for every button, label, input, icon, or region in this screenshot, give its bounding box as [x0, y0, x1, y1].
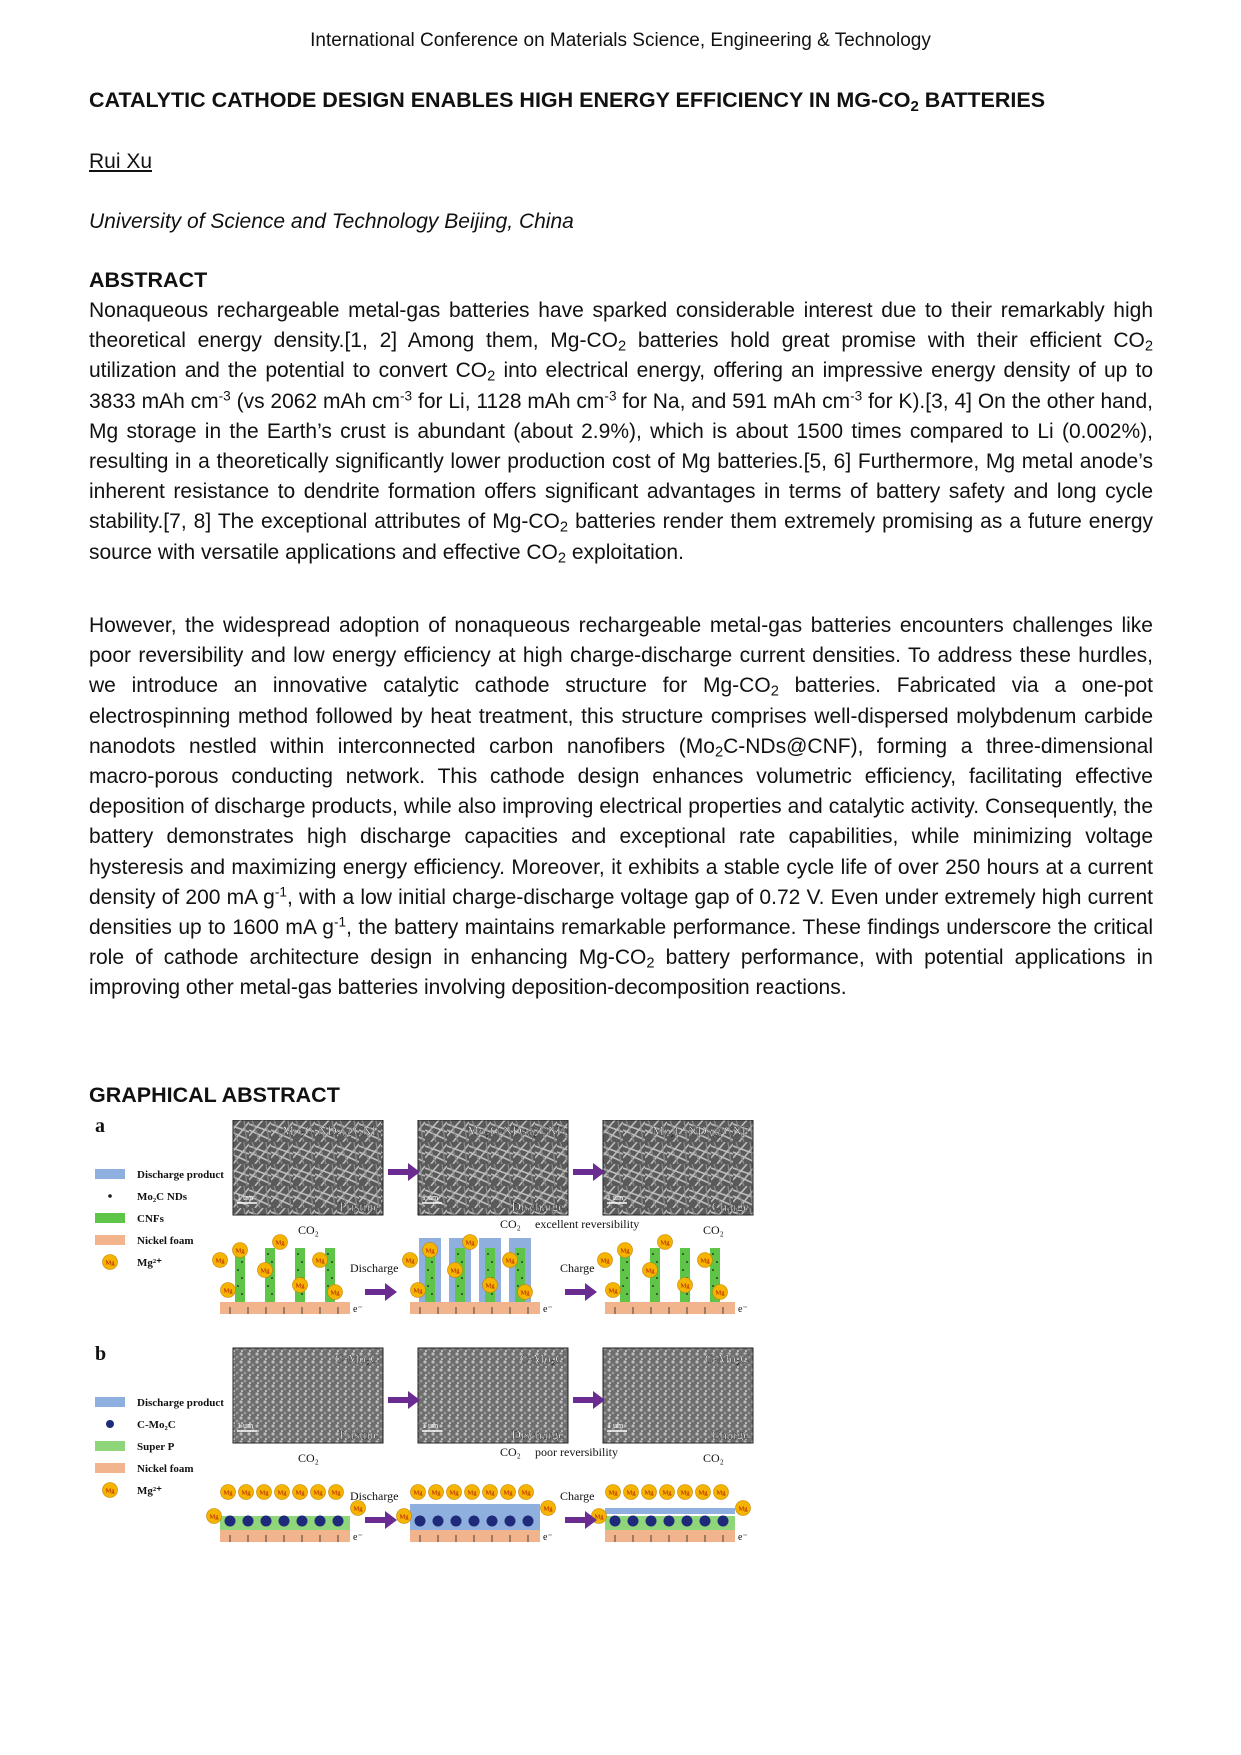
legend-swatch — [95, 1235, 125, 1245]
figure-svg — [95, 1120, 855, 1600]
nanodot — [457, 1285, 459, 1287]
sem-state-label: Charge — [711, 1427, 749, 1442]
mg-ion-label: Mg — [260, 1267, 270, 1275]
nanodot — [491, 1293, 493, 1295]
nanodot — [301, 1261, 303, 1263]
c-mo2c-particle — [261, 1516, 272, 1527]
co2-label: CO₂ — [500, 1445, 521, 1459]
nanodot — [487, 1269, 489, 1271]
mg-ion-label: Mg — [449, 1489, 459, 1497]
mg-ion-label: Mg — [467, 1489, 477, 1497]
c-mo2c-particle — [415, 1516, 426, 1527]
arrow-icon — [388, 1397, 408, 1403]
nanodot — [517, 1253, 519, 1255]
mg-ion-label: Mg — [431, 1489, 441, 1497]
legend-label: Nickel foam — [137, 1235, 194, 1247]
c-mo2c-particle — [451, 1516, 462, 1527]
nanodot — [682, 1253, 684, 1255]
c-mo2c-particle — [433, 1516, 444, 1527]
nanodot — [712, 1285, 714, 1287]
c-mo2c-particle — [610, 1516, 621, 1527]
mg-ion-label: Mg — [399, 1513, 409, 1521]
nanodot — [237, 1285, 239, 1287]
nanodot — [461, 1293, 463, 1295]
mg-ion-label: Mg — [413, 1287, 423, 1295]
sem-title: Mo₂C-NDs@CNF — [467, 1123, 564, 1138]
legend-swatch — [95, 1397, 125, 1407]
step-label: Discharge — [350, 1489, 399, 1503]
nanodot — [656, 1277, 658, 1279]
nanodot — [682, 1269, 684, 1271]
conference-header: International Conference on Materials Science, Engineering & Technology — [310, 30, 931, 51]
reversibility-note: excellent reversibility — [535, 1217, 640, 1231]
scale-bar-label: 1 um — [607, 1193, 624, 1202]
mg-ion-label: Mg — [235, 1247, 245, 1255]
mg-ion-label: Mg — [331, 1489, 341, 1497]
nanodot — [461, 1277, 463, 1279]
paper-title — [89, 88, 1045, 113]
co2-label: CO₂ — [298, 1223, 319, 1237]
mg-ion-label: Mg — [520, 1289, 530, 1297]
arrow-head-icon — [385, 1511, 397, 1529]
nanodot — [686, 1261, 688, 1263]
nanodot — [237, 1269, 239, 1271]
nanodot — [327, 1285, 329, 1287]
nanodot — [656, 1293, 658, 1295]
mg-ion-label: Mg — [241, 1489, 251, 1497]
mg-ion-label: Mg — [277, 1489, 287, 1497]
mg-ion-label: Mg — [353, 1505, 363, 1513]
nanodot — [267, 1253, 269, 1255]
c-mo2c-particle — [628, 1516, 639, 1527]
mg-ion-label: Mg — [503, 1489, 513, 1497]
nanodot — [487, 1253, 489, 1255]
arrow-head-icon — [585, 1283, 597, 1301]
author[interactable]: Rui Xu — [89, 150, 153, 173]
legend-label: Discharge product — [137, 1397, 224, 1409]
nanodot — [427, 1285, 429, 1287]
nanodot — [241, 1261, 243, 1263]
nanodot — [327, 1253, 329, 1255]
nickel-foam-layer — [410, 1530, 540, 1542]
reversibility-note: poor reversibility — [535, 1445, 618, 1459]
mg-ion-label: Mg — [315, 1257, 325, 1265]
cnf-fiber — [485, 1248, 495, 1302]
legend-swatch — [95, 1169, 125, 1179]
sem-state-label: Pristine — [339, 1427, 379, 1442]
mg-ion-label: Mg — [105, 1259, 115, 1267]
electron-label: e⁻ — [353, 1304, 363, 1315]
mg-ion-label: Mg — [485, 1282, 495, 1290]
mg-ion-label: Mg — [105, 1487, 115, 1495]
legend-swatch — [108, 1194, 112, 1198]
mg-ion-label: Mg — [259, 1489, 269, 1497]
nanodot — [241, 1277, 243, 1279]
mg-ion-label: Mg — [608, 1287, 618, 1295]
electron-label: e⁻ — [543, 1532, 553, 1543]
mg-ion-label: Mg — [620, 1247, 630, 1255]
sem-title: C-Mo₂C — [334, 1351, 379, 1366]
mg-ion-label: Mg — [275, 1239, 285, 1247]
mg-ion-label: Mg — [644, 1489, 654, 1497]
panel-letter: b — [95, 1343, 107, 1365]
c-mo2c-particle — [243, 1516, 254, 1527]
nanodot — [327, 1269, 329, 1271]
title-text-end: BATTERIES — [918, 88, 1046, 112]
nanodot — [712, 1253, 714, 1255]
mg-ion-label: Mg — [680, 1489, 690, 1497]
sem-state-label: Pristine — [339, 1199, 379, 1214]
legend-swatch — [95, 1441, 125, 1451]
mg-ion-label: Mg — [425, 1247, 435, 1255]
nanodot — [716, 1261, 718, 1263]
legend-label: Discharge product — [137, 1169, 224, 1181]
abstract-heading: ABSTRACT — [89, 268, 208, 292]
mg-ion-label: Mg — [313, 1489, 323, 1497]
c-mo2c-particle — [700, 1516, 711, 1527]
cnf-fiber — [680, 1248, 690, 1302]
co2-label: CO₂ — [500, 1217, 521, 1231]
nanodot — [301, 1293, 303, 1295]
electron-label: e⁻ — [353, 1532, 363, 1543]
arrow-icon — [565, 1289, 585, 1295]
nanodot — [427, 1269, 429, 1271]
mg-ion-label: Mg — [215, 1257, 225, 1265]
co2-label: CO₂ — [703, 1451, 724, 1465]
c-mo2c-particle — [523, 1516, 534, 1527]
legend-label: Mg²⁺ — [137, 1485, 162, 1497]
mg-ion-label: Mg — [521, 1489, 531, 1497]
mg-ion-label: Mg — [700, 1257, 710, 1265]
nanodot — [271, 1261, 273, 1263]
mg-ion-label: Mg — [465, 1239, 475, 1247]
panel-b — [95, 1343, 753, 1543]
nanodot — [521, 1277, 523, 1279]
mg-ion-label: Mg — [295, 1489, 305, 1497]
mg-ion-label: Mg — [662, 1489, 672, 1497]
scale-bar-label: 1 um — [237, 1193, 254, 1202]
electron-label: e⁻ — [738, 1532, 748, 1543]
legend-label: C-Mo₂C — [137, 1419, 176, 1431]
nanodot — [431, 1261, 433, 1263]
discharge-product — [605, 1508, 735, 1514]
nickel-foam-layer — [410, 1302, 540, 1314]
c-mo2c-particle — [682, 1516, 693, 1527]
c-mo2c-particle — [297, 1516, 308, 1527]
arrow-icon — [573, 1397, 593, 1403]
mg-ion-label: Mg — [600, 1257, 610, 1265]
mg-ion-label: Mg — [405, 1257, 415, 1265]
nickel-foam-layer — [605, 1302, 735, 1314]
nanodot — [712, 1269, 714, 1271]
c-mo2c-particle — [469, 1516, 480, 1527]
co2-label: CO₂ — [298, 1451, 319, 1465]
mg-ion-label: Mg — [715, 1289, 725, 1297]
nickel-foam-layer — [220, 1302, 350, 1314]
nickel-foam-layer — [605, 1530, 735, 1542]
co2-label: CO₂ — [703, 1223, 724, 1237]
nanodot — [626, 1277, 628, 1279]
mg-ion-label: Mg — [450, 1267, 460, 1275]
nanodot — [517, 1269, 519, 1271]
mg-ion-label: Mg — [485, 1489, 495, 1497]
mg-ion-label: Mg — [594, 1513, 604, 1521]
nanodot — [297, 1269, 299, 1271]
mg-ion-label: Mg — [295, 1282, 305, 1290]
step-label: Discharge — [350, 1261, 399, 1275]
sem-title: Mo₂C-NDs@CNF — [652, 1123, 749, 1138]
legend-label: Super P — [137, 1441, 175, 1453]
arrow-icon — [365, 1289, 385, 1295]
electron-label: e⁻ — [738, 1304, 748, 1315]
nanodot — [686, 1293, 688, 1295]
mg-ion-label: Mg — [223, 1489, 233, 1497]
nanodot — [271, 1293, 273, 1295]
legend-swatch — [106, 1420, 114, 1428]
nanodot — [267, 1285, 269, 1287]
nanodot — [652, 1253, 654, 1255]
c-mo2c-particle — [225, 1516, 236, 1527]
mg-ion-label: Mg — [330, 1289, 340, 1297]
arrow-icon — [365, 1517, 385, 1523]
nanodot — [716, 1277, 718, 1279]
nanodot — [457, 1253, 459, 1255]
mg-ion-label: Mg — [223, 1287, 233, 1295]
c-mo2c-particle — [718, 1516, 729, 1527]
nanodot — [622, 1285, 624, 1287]
graphical-abstract-figure — [95, 1120, 855, 1605]
sem-title: C-Mo₂C — [519, 1351, 564, 1366]
nanodot — [461, 1261, 463, 1263]
nanodot — [241, 1293, 243, 1295]
mg-ion-label: Mg — [413, 1489, 423, 1497]
sem-state-label: Charge — [711, 1199, 749, 1214]
panel-letter: a — [95, 1120, 105, 1137]
mg-ion-label: Mg — [645, 1267, 655, 1275]
nanodot — [517, 1285, 519, 1287]
nanodot — [626, 1293, 628, 1295]
nanodot — [521, 1261, 523, 1263]
title-subscript: 2 — [910, 97, 919, 115]
c-mo2c-particle — [315, 1516, 326, 1527]
nanodot — [626, 1261, 628, 1263]
abstract-paragraph-1: Nonaqueous rechargeable metal-gas batteries have sparked considerable interest due to their remarkably high theoretical energy density.[1, 2] Among them, $Mg-CO_2$ batteries hold great promise with their efficient $CO_2$ utilization and the potential to convert $CO_2$ into electrical energy, offering an impressive energy density of up to 3833 mAh $cm^{-3}$ (vs 2062 mAh $cm^{-3}$ for Li, 1128 mAh $cm^{-3}$ for Na, and 591 mAh $cm^{-3}$ for K).[3, 4] On the other hand, Mg storage in the Earth’s crust is abundant (about 2.9%), which is about 1500 times compared to Li (0.002%), resulting in a theoretically significantly lower production cost of Mg batteries.[5, 6] Furthermore, Mg metal anode’s inherent resistance to dendrite formation offers significant advantages in terms of battery safety and long cycle stability.[7, 8] The exceptional attributes of $Mg-CO_2$ batteries render them extremely promising as a future energy source with versatile applications and effective $CO_2$ exploitation. — [89, 299, 1154, 567]
nickel-foam-layer — [220, 1530, 350, 1542]
scale-bar-label: 1 um — [237, 1421, 254, 1430]
affiliation: University of Science and Technology Beijing, China — [89, 210, 574, 233]
legend-swatch — [95, 1213, 125, 1223]
legend-label: Mo₂C NDs — [137, 1191, 188, 1203]
nanodot — [491, 1261, 493, 1263]
mg-ion-label: Mg — [209, 1513, 219, 1521]
mg-ion-label: Mg — [505, 1257, 515, 1265]
electron-label: e⁻ — [543, 1304, 553, 1315]
mg-ion-label: Mg — [608, 1489, 618, 1497]
c-mo2c-particle — [279, 1516, 290, 1527]
scale-bar-label: 1 um — [607, 1421, 624, 1430]
mg-ion-label: Mg — [698, 1489, 708, 1497]
c-mo2c-particle — [487, 1516, 498, 1527]
arrow-icon — [573, 1169, 593, 1175]
graphical-abstract-heading: GRAPHICAL ABSTRACT — [89, 1083, 340, 1107]
arrow-icon — [388, 1169, 408, 1175]
cnf-fiber — [295, 1248, 305, 1302]
nanodot — [652, 1285, 654, 1287]
mg-ion-label: Mg — [738, 1505, 748, 1513]
nanodot — [297, 1253, 299, 1255]
mg-ion-label: Mg — [543, 1505, 553, 1513]
c-mo2c-particle — [646, 1516, 657, 1527]
nanodot — [331, 1277, 333, 1279]
c-mo2c-particle — [664, 1516, 675, 1527]
abstract-paragraph-2: However, the widespread adoption of nonaqueous rechargeable metal-gas batteries encounters challenges like poor reversibility and low energy efficiency at high charge-discharge current densities. To address these hurdles, we introduce an innovative catalytic cathode structure for $Mg-CO_2$ batteries. Fabricated via a one-pot electrospinning method followed by heat treatment, this structure comprises well-dispersed molybdenum carbide nanodots nestled within interconnected carbon nanofibers $(Mo_2C-NDs@CNF)$, forming a three-dimensional macro-porous conducting network. This cathode design enhances volumetric efficiency, facilitating effective deposition of discharge products, while also improving electrical properties and catalytic activity. Consequently, the battery demonstrates high discharge capacities and exceptional rate capabilities, while minimizing voltage hysteresis and maximizing energy efficiency. Moreover, it exhibits a stable cycle life of over 250 hours at a current density of 200 mA $g^{-1}$, with a low initial charge-discharge voltage gap of 0.72 V. Even under extremely high current densities up to 1600 mA $g^{-1}$, the battery maintains remarkable performance. These findings underscore the critical role of cathode architecture design in enhancing $Mg-CO_2$ battery performance, with potential applications in improving other metal-gas batteries involving deposition-decomposition reactions. — [89, 614, 1153, 1000]
nanodot — [331, 1261, 333, 1263]
title-text: CATALYTIC CATHODE DESIGN ENABLES HIGH ENERGY EFFICIENCY IN MG-CO — [89, 88, 911, 112]
step-label: Charge — [560, 1261, 595, 1275]
scale-bar-label: 1 um — [422, 1193, 439, 1202]
nanodot — [622, 1269, 624, 1271]
c-mo2c-particle — [333, 1516, 344, 1527]
mg-ion-label: Mg — [680, 1282, 690, 1290]
legend-label: Mg²⁺ — [137, 1257, 162, 1269]
nanodot — [431, 1293, 433, 1295]
nanodot — [656, 1261, 658, 1263]
mg-ion-label: Mg — [660, 1239, 670, 1247]
sem-state-label: Discharge — [511, 1427, 564, 1442]
nanodot — [431, 1277, 433, 1279]
arrow-head-icon — [385, 1283, 397, 1301]
scale-bar-label: 1 um — [422, 1421, 439, 1430]
sem-title: C-Mo₂C — [704, 1351, 749, 1366]
panel-a — [95, 1120, 753, 1315]
legend-swatch — [95, 1463, 125, 1473]
sem-title: Mo₂C-NDs@CNF — [282, 1123, 379, 1138]
sem-state-label: Discharge — [511, 1199, 564, 1214]
c-mo2c-particle — [505, 1516, 516, 1527]
mg-ion-label: Mg — [626, 1489, 636, 1497]
legend-label: CNFs — [137, 1213, 164, 1225]
nanodot — [271, 1277, 273, 1279]
legend-label: Nickel foam — [137, 1463, 194, 1475]
mg-ion-label: Mg — [716, 1489, 726, 1497]
step-label: Charge — [560, 1489, 595, 1503]
arrow-icon — [565, 1517, 585, 1523]
